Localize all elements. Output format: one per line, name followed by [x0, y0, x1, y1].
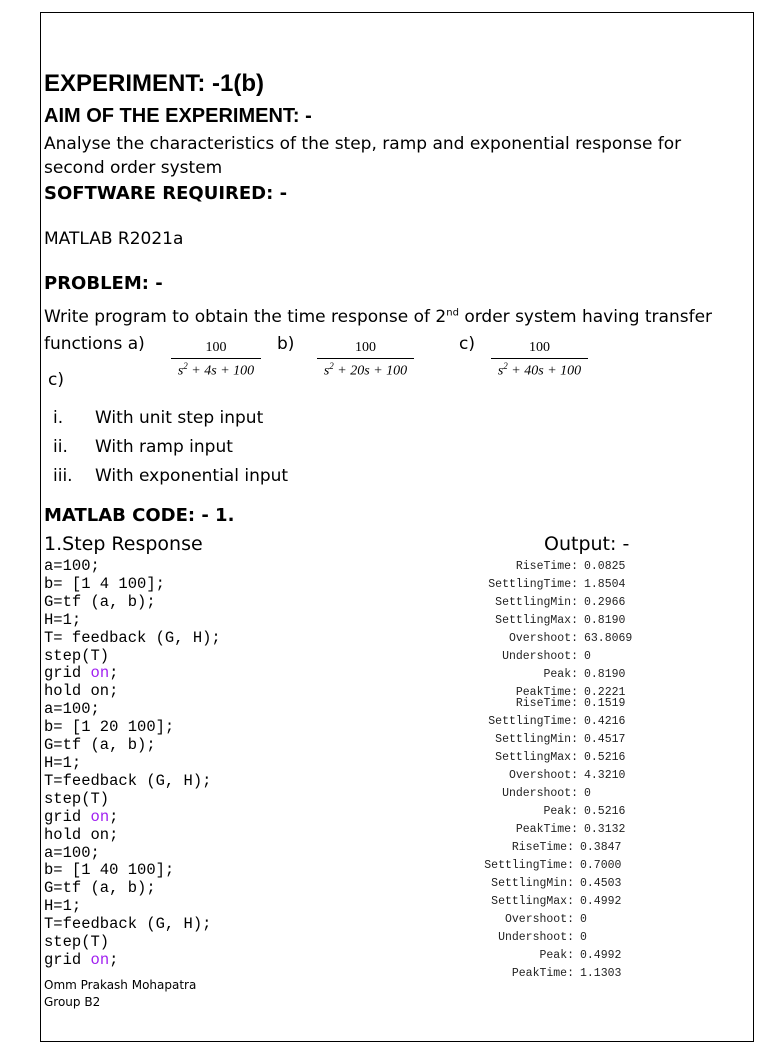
code-text: step(T) [44, 646, 110, 665]
code-line [44, 916, 221, 934]
output-row [474, 893, 621, 911]
den-exponent: 2 [503, 361, 508, 371]
aim-text: Analyse the characteristics of the step, ramp and exponential response for second order system [44, 134, 682, 178]
list-text: With exponential input [95, 466, 289, 486]
code-text: a=100; [44, 843, 100, 862]
code-text: T=feedback (G, H); [44, 915, 212, 934]
code-line [44, 755, 221, 773]
code-line [44, 665, 221, 683]
aim-heading: AIM OF THE EXPERIMENT: - [44, 105, 312, 127]
output-block-1 [478, 558, 632, 702]
code-text: ; [109, 950, 119, 969]
output-value: 0.4517 [584, 733, 626, 746]
output-label: SettlingTime: [488, 578, 578, 591]
output-value: 4.3210 [584, 769, 626, 782]
code-text: b= [1 4 100]; [44, 574, 165, 593]
output-row [478, 767, 625, 785]
output-row [478, 695, 625, 713]
fraction-denominator [491, 359, 588, 380]
output-value: 0.5216 [584, 751, 626, 764]
output-row [478, 749, 625, 767]
output-value: 0 [580, 913, 587, 926]
label-c-second: c) [48, 370, 64, 390]
output-value: 0.2966 [584, 596, 626, 609]
output-label: SettlingMin: [491, 877, 574, 890]
output-row [478, 803, 625, 821]
output-label: SettlingMax: [495, 751, 578, 764]
output-value: 0.7000 [580, 859, 622, 872]
output-row [474, 875, 621, 893]
output-row [478, 612, 632, 630]
step-response-title: 1.Step Response [44, 533, 203, 555]
output-label: Peak: [539, 949, 574, 962]
output-label: Overshoot: [508, 632, 578, 645]
experiment-title: EXPERIMENT: -1(b) [44, 70, 265, 97]
software-value: MATLAB R2021a [44, 229, 184, 249]
output-label: Peak: [543, 805, 578, 818]
code-text: G=tf (a, b); [44, 879, 156, 898]
output-row [474, 947, 621, 965]
output-value: 0.1519 [584, 697, 626, 710]
code-line [44, 683, 221, 701]
list-text: With unit step input [95, 408, 264, 428]
problem-text-start: Write program to obtain the time response of 2 [44, 307, 447, 327]
list-numeral: iii. [53, 466, 73, 486]
output-value: 0 [584, 650, 591, 663]
den-var: s [497, 363, 504, 379]
output-value: 1.8504 [584, 578, 626, 591]
output-row [478, 821, 625, 839]
output-row [478, 558, 632, 576]
code-line [44, 809, 221, 827]
den-exponent: 2 [183, 361, 188, 371]
code-line [44, 701, 221, 719]
code-text: hold on; [44, 825, 119, 844]
code-keyword: on [90, 807, 110, 826]
output-value: 0.8190 [584, 614, 626, 627]
fraction-numerator: 100 [205, 340, 227, 355]
output-label: Peak: [543, 668, 578, 681]
code-text: G=tf (a, b); [44, 736, 156, 755]
output-block-3 [474, 839, 621, 983]
code-text: G=tf (a, b); [44, 592, 156, 611]
output-label: SettlingMin: [495, 596, 578, 609]
label-b: b) [277, 334, 295, 354]
functions-label: functions a) [44, 334, 145, 354]
code-line [44, 827, 221, 845]
code-text: a=100; [44, 700, 100, 719]
code-text: b= [1 20 100]; [44, 718, 175, 737]
footer-group: Group B2 [44, 995, 101, 1009]
code-text: hold on; [44, 682, 119, 701]
footer-author-name: Omm Prakash Mohapatra [44, 978, 197, 992]
output-label: Overshoot: [508, 769, 578, 782]
output-row [478, 594, 632, 612]
code-text: b= [1 40 100]; [44, 861, 175, 880]
problem-text [44, 307, 712, 327]
output-label: RiseTime: [511, 841, 574, 854]
output-value: 0.4503 [580, 877, 622, 890]
list-numeral: i. [53, 408, 64, 428]
output-row [478, 648, 632, 666]
code-keyword: on [90, 664, 110, 683]
code-line [44, 648, 221, 666]
output-value: 0.4992 [580, 895, 622, 908]
output-row [478, 666, 632, 684]
code-line [44, 737, 221, 755]
output-label: PeakTime: [515, 686, 578, 699]
den-var: s [177, 363, 184, 379]
code-line [44, 934, 221, 952]
code-line [44, 576, 221, 594]
code-text: H=1; [44, 897, 82, 916]
fraction-numerator: 100 [529, 340, 550, 355]
list-text: With ramp input [95, 437, 233, 457]
transfer-function-a [171, 340, 261, 380]
code-line [44, 952, 221, 970]
den-rest: + 40s + 100 [507, 363, 582, 379]
output-row [478, 785, 625, 803]
output-label: RiseTime: [515, 560, 578, 573]
output-value: 0.4992 [580, 949, 622, 962]
output-row [478, 576, 632, 594]
output-value: 0.8190 [584, 668, 626, 681]
list-numeral: ii. [53, 437, 68, 457]
code-line [44, 845, 221, 863]
output-value: 0.2221 [584, 686, 626, 699]
code-line [44, 880, 221, 898]
problem-text-superscript: nd [446, 307, 459, 319]
output-label: Undershoot: [502, 650, 578, 663]
code-text: step(T) [44, 933, 110, 952]
code-text: a=100; [44, 557, 100, 575]
den-rest: + 20s + 100 [333, 363, 408, 379]
code-line [44, 594, 221, 612]
code-text: ; [109, 807, 119, 826]
output-row [474, 857, 621, 875]
code-text: ; [109, 664, 119, 683]
code-text: H=1; [44, 753, 82, 772]
code-line [44, 612, 221, 630]
fraction-denominator [171, 359, 261, 380]
code-text: T=feedback (G, H); [44, 771, 212, 790]
transfer-function-b [317, 340, 414, 380]
code-line [44, 862, 221, 880]
output-title: Output: - [544, 533, 630, 555]
den-rest: + 4s + 100 [187, 363, 255, 379]
output-label: PeakTime: [515, 823, 578, 836]
output-label: SettlingMin: [495, 733, 578, 746]
den-var: s [323, 363, 330, 379]
output-row [474, 965, 621, 983]
fraction-denominator [317, 359, 414, 380]
output-label: Undershoot: [498, 931, 574, 944]
output-row [478, 630, 632, 648]
code-text: H=1; [44, 610, 82, 629]
output-value: 63.8069 [584, 632, 633, 645]
output-row [474, 839, 621, 857]
software-heading: SOFTWARE REQUIRED: - [44, 183, 288, 204]
output-value: 0.0825 [584, 560, 626, 573]
code-text: grid [44, 664, 91, 683]
code-line [44, 719, 221, 737]
code-text: grid [44, 950, 91, 969]
output-label: SettlingMax: [495, 614, 578, 627]
output-block-2 [478, 695, 625, 839]
den-exponent: 2 [329, 361, 334, 371]
code-line [44, 898, 221, 916]
code-line [44, 630, 221, 648]
output-label: RiseTime: [515, 697, 578, 710]
matlab-code-block [44, 558, 221, 970]
output-value: 0.5216 [584, 805, 626, 818]
output-row [474, 929, 621, 947]
code-keyword: on [90, 950, 110, 969]
output-label: SettlingTime: [488, 715, 578, 728]
output-value: 0.3847 [580, 841, 622, 854]
transfer-function-c [491, 340, 588, 380]
output-row [478, 713, 625, 731]
code-line [44, 791, 221, 809]
output-row [478, 731, 625, 749]
problem-heading: PROBLEM: - [44, 273, 163, 294]
output-value: 0 [580, 931, 587, 944]
output-row [474, 911, 621, 929]
code-text: T= feedback (G, H); [44, 628, 221, 647]
output-label: Undershoot: [502, 787, 578, 800]
matlab-code-heading: MATLAB CODE: - 1. [44, 505, 235, 526]
output-value: 0.4216 [584, 715, 626, 728]
label-c: c) [459, 334, 475, 354]
output-label: Overshoot: [504, 913, 574, 926]
problem-text-end: order system having transfer [458, 307, 713, 327]
code-line [44, 558, 221, 576]
output-label: SettlingTime: [484, 859, 574, 872]
output-value: 0 [584, 787, 591, 800]
code-text: step(T) [44, 789, 110, 808]
output-label: PeakTime: [511, 967, 574, 980]
code-text: grid [44, 807, 91, 826]
fraction-numerator: 100 [355, 340, 376, 355]
output-value: 0.3132 [584, 823, 626, 836]
output-label: SettlingMax: [491, 895, 574, 908]
code-line [44, 773, 221, 791]
output-value: 1.1303 [580, 967, 622, 980]
